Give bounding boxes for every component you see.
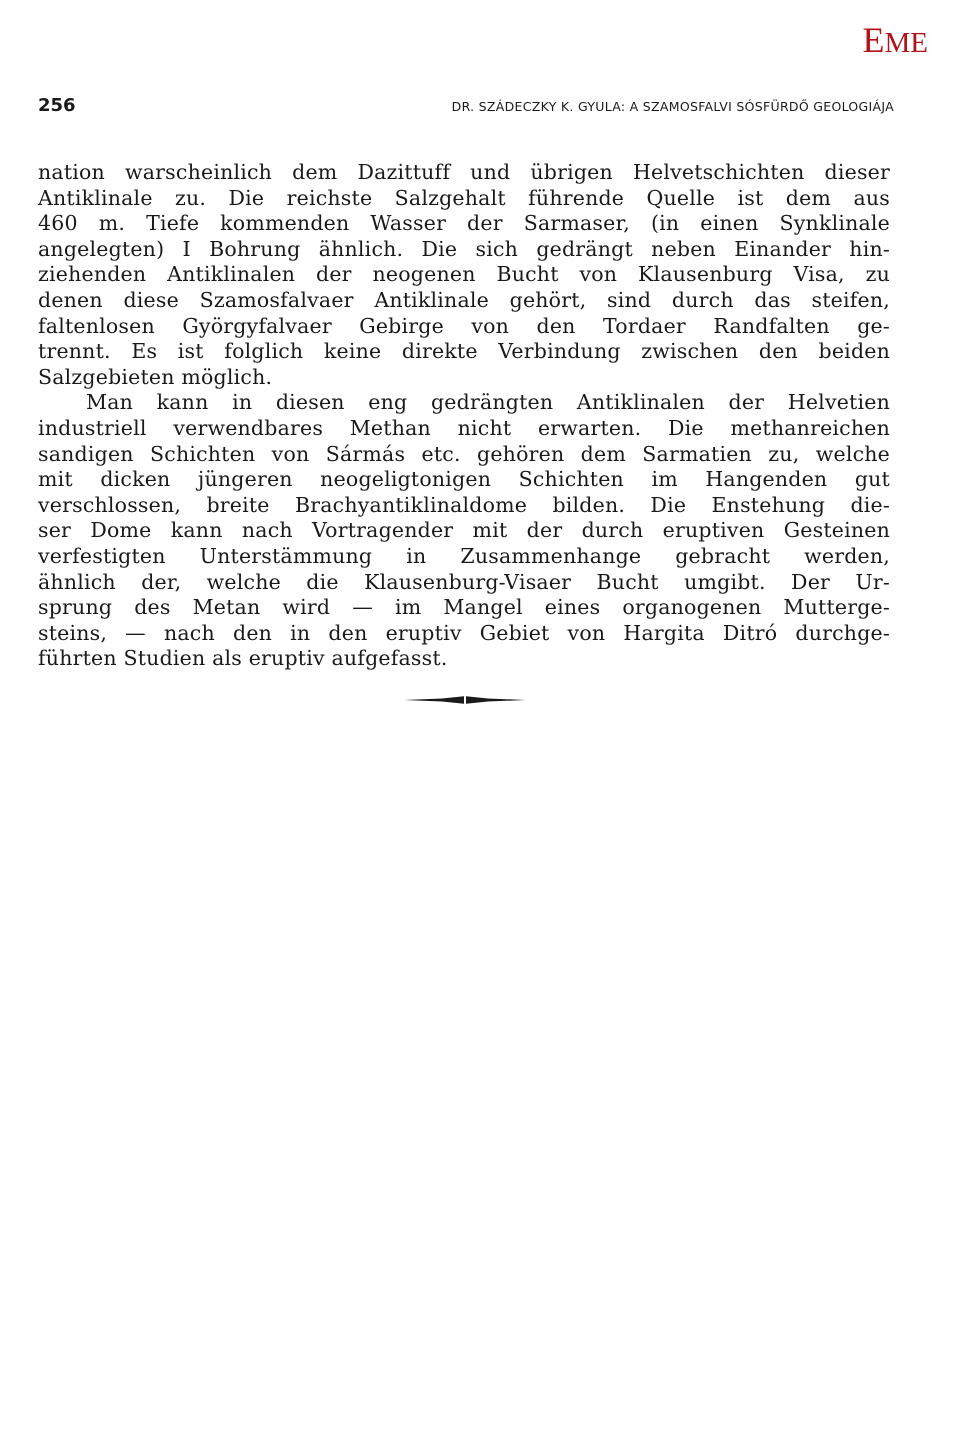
text-line: trennt. Es ist folglich keine direkte Verbindung zwischen den beiden <box>38 339 890 364</box>
body-text <box>38 160 890 672</box>
text-line: verfestigten Unterstämmung in Zusammenhange gebracht werden, <box>38 543 890 568</box>
text-line: angelegten) I Bohrung ähnlich. Die sich gedrängt neben Einander hin- <box>38 236 890 261</box>
double-leaf-dash-ornament-icon <box>404 693 526 707</box>
logo-letter-m: M <box>884 27 911 59</box>
text-line: steins, — nach den in den eruptiv Gebiet von Hargita Ditró durchge- <box>38 620 890 645</box>
running-title: DR. SZÁDECZKY K. GYULA: A SZAMOSFALVI SÓSFÜRDŐ GEOLOGIÁJA <box>451 99 894 114</box>
text-line: ziehenden Antiklinalen der neogenen Bucht von Klausenburg Visa, zu <box>38 262 890 287</box>
page-number: 256 <box>38 95 76 116</box>
text-line: industriell verwendbares Methan nicht erwarten. Die methanreichen <box>38 415 890 440</box>
text-line: denen diese Szamosfalvaer Antiklinale gehört, sind durch das steifen, <box>38 287 890 312</box>
text-line: faltenlosen Györgyfalvaer Gebirge von den Tordaer Randfalten ge- <box>38 313 890 338</box>
text-line: sprung des Metan wird — im Mangel eines organogenen Mutterge- <box>38 595 890 620</box>
text-line: sandigen Schichten von Sármás etc. gehören dem Sarmatien zu, welche <box>38 441 890 466</box>
text-line: führten Studien als eruptiv aufgefasst. <box>38 646 448 671</box>
text-line: ser Dome kann nach Vortragender mit der durch eruptiven Gesteinen <box>38 518 890 543</box>
text-line: Salzgebieten möglich. <box>38 364 273 389</box>
text-line: ähnlich der, welche die Klausenburg-Visaer Bucht umgibt. Der Ur- <box>38 569 890 594</box>
text-line: 460 m. Tiefe kommenden Wasser der Sarmaser, (in einen Synklinale <box>38 211 890 236</box>
text-line: mit dicken jüngeren neogeligtonigen Schichten im Hangenden gut <box>38 467 890 492</box>
text-line: verschlossen, breite Brachyantiklinaldome bilden. Die Enstehung die- <box>38 492 890 517</box>
text-line: Antiklinale zu. Die reichste Salzgehalt führende Quelle ist dem aus <box>38 185 890 210</box>
text-line: Man kann in diesen eng gedrängten Antiklinalen der Helvetien <box>86 390 890 415</box>
publisher-logo <box>862 22 928 58</box>
logo-letter-e: E <box>862 20 885 60</box>
running-header <box>38 95 894 119</box>
text-line: nation warscheinlich dem Dazittuff und übrigen Helvetschichten dieser <box>38 160 890 184</box>
logo-letter-e-end: E <box>910 27 928 59</box>
